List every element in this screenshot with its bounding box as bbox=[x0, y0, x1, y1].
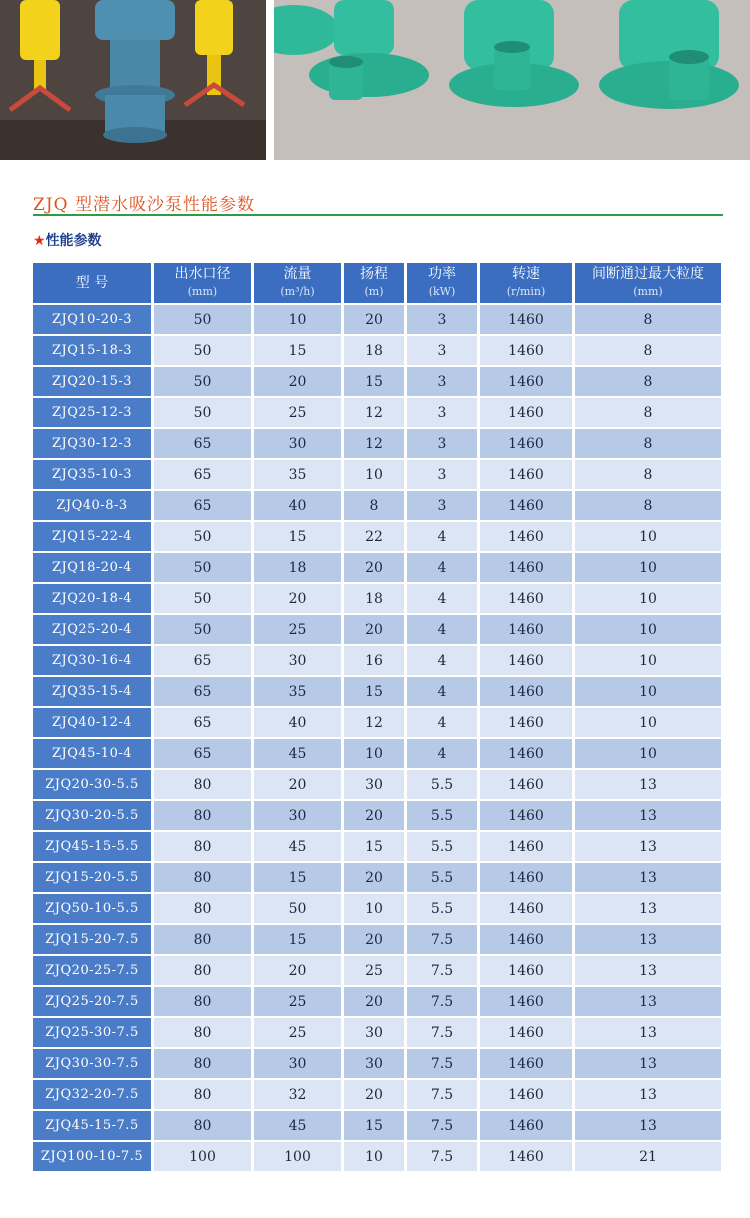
cell-head: 20 bbox=[344, 553, 407, 582]
cell-power: 4 bbox=[407, 615, 480, 644]
table-row bbox=[33, 863, 721, 892]
table-row bbox=[33, 491, 721, 520]
cell-max-particle: 10 bbox=[575, 584, 721, 613]
cell-model: ZJQ45-15-5.5 bbox=[33, 832, 154, 861]
table-row bbox=[33, 305, 721, 334]
cell-model: ZJQ45-15-7.5 bbox=[33, 1111, 154, 1140]
cell-power: 4 bbox=[407, 708, 480, 737]
cell-flow: 32 bbox=[254, 1080, 344, 1109]
sub-title bbox=[33, 230, 102, 250]
table-row bbox=[33, 367, 721, 396]
cell-power: 3 bbox=[407, 367, 480, 396]
section-title-bar bbox=[33, 188, 723, 216]
cell-speed: 1460 bbox=[480, 1018, 575, 1047]
cell-power: 7.5 bbox=[407, 1018, 480, 1047]
header-label: 扬程 bbox=[360, 266, 388, 282]
cell-speed: 1460 bbox=[480, 925, 575, 954]
cell-outlet-diameter: 50 bbox=[154, 615, 254, 644]
table-row bbox=[33, 894, 721, 923]
cell-speed: 1460 bbox=[480, 646, 575, 675]
cell-outlet-diameter: 80 bbox=[154, 894, 254, 923]
cell-power: 7.5 bbox=[407, 1142, 480, 1171]
cell-model: ZJQ30-20-5.5 bbox=[33, 801, 154, 830]
header-max-particle bbox=[575, 263, 721, 303]
cell-model: ZJQ25-20-4 bbox=[33, 615, 154, 644]
cell-model: ZJQ15-20-7.5 bbox=[33, 925, 154, 954]
cell-power: 4 bbox=[407, 522, 480, 551]
cell-flow: 45 bbox=[254, 832, 344, 861]
table-row bbox=[33, 1142, 721, 1171]
cell-power: 5.5 bbox=[407, 863, 480, 892]
cell-model: ZJQ15-18-3 bbox=[33, 336, 154, 365]
pump-illustration-right bbox=[274, 0, 750, 160]
cell-head: 8 bbox=[344, 491, 407, 520]
cell-head: 20 bbox=[344, 1080, 407, 1109]
cell-max-particle: 8 bbox=[575, 367, 721, 396]
cell-outlet-diameter: 50 bbox=[154, 336, 254, 365]
cell-speed: 1460 bbox=[480, 1111, 575, 1140]
cell-model: ZJQ35-10-3 bbox=[33, 460, 154, 489]
cell-power: 3 bbox=[407, 429, 480, 458]
cell-max-particle: 10 bbox=[575, 553, 721, 582]
cell-power: 7.5 bbox=[407, 1111, 480, 1140]
cell-speed: 1460 bbox=[480, 491, 575, 520]
cell-max-particle: 13 bbox=[575, 894, 721, 923]
cell-max-particle: 13 bbox=[575, 863, 721, 892]
cell-flow: 30 bbox=[254, 1049, 344, 1078]
cell-outlet-diameter: 50 bbox=[154, 553, 254, 582]
cell-model: ZJQ100-10-7.5 bbox=[33, 1142, 154, 1171]
cell-model: ZJQ20-30-5.5 bbox=[33, 770, 154, 799]
header-unit: (m) bbox=[364, 285, 384, 298]
cell-flow: 15 bbox=[254, 522, 344, 551]
header-label: 流量 bbox=[283, 266, 312, 282]
cell-outlet-diameter: 100 bbox=[154, 1142, 254, 1171]
cell-max-particle: 8 bbox=[575, 491, 721, 520]
cell-max-particle: 13 bbox=[575, 832, 721, 861]
cell-outlet-diameter: 80 bbox=[154, 863, 254, 892]
cell-outlet-diameter: 50 bbox=[154, 305, 254, 334]
cell-model: ZJQ20-18-4 bbox=[33, 584, 154, 613]
header-label: 型 号 bbox=[75, 274, 109, 291]
cell-outlet-diameter: 80 bbox=[154, 1018, 254, 1047]
cell-flow: 30 bbox=[254, 646, 344, 675]
cell-max-particle: 13 bbox=[575, 956, 721, 985]
cell-flow: 18 bbox=[254, 553, 344, 582]
cell-head: 18 bbox=[344, 336, 407, 365]
table-row bbox=[33, 460, 721, 489]
cell-flow: 25 bbox=[254, 398, 344, 427]
cell-flow: 25 bbox=[254, 615, 344, 644]
cell-speed: 1460 bbox=[480, 1080, 575, 1109]
cell-power: 7.5 bbox=[407, 925, 480, 954]
cell-max-particle: 10 bbox=[575, 739, 721, 768]
cell-outlet-diameter: 65 bbox=[154, 460, 254, 489]
spec-table-body bbox=[33, 305, 721, 1171]
cell-model: ZJQ10-20-3 bbox=[33, 305, 154, 334]
cell-head: 15 bbox=[344, 367, 407, 396]
cell-speed: 1460 bbox=[480, 987, 575, 1016]
cell-outlet-diameter: 80 bbox=[154, 1080, 254, 1109]
header-flow bbox=[254, 263, 344, 303]
cell-flow: 25 bbox=[254, 1018, 344, 1047]
cell-max-particle: 13 bbox=[575, 1049, 721, 1078]
table-row bbox=[33, 987, 721, 1016]
cell-max-particle: 8 bbox=[575, 336, 721, 365]
cell-speed: 1460 bbox=[480, 739, 575, 768]
cell-flow: 40 bbox=[254, 491, 344, 520]
cell-model: ZJQ30-12-3 bbox=[33, 429, 154, 458]
cell-flow: 40 bbox=[254, 708, 344, 737]
cell-outlet-diameter: 50 bbox=[154, 522, 254, 551]
cell-power: 4 bbox=[407, 646, 480, 675]
cell-outlet-diameter: 80 bbox=[154, 832, 254, 861]
header-label: 出水口径 bbox=[174, 266, 231, 282]
header-outlet-diameter bbox=[154, 263, 254, 303]
cell-outlet-diameter: 80 bbox=[154, 1049, 254, 1078]
cell-outlet-diameter: 80 bbox=[154, 770, 254, 799]
cell-speed: 1460 bbox=[480, 367, 575, 396]
cell-speed: 1460 bbox=[480, 894, 575, 923]
table-row bbox=[33, 1018, 721, 1047]
cell-model: ZJQ20-25-7.5 bbox=[33, 956, 154, 985]
table-row bbox=[33, 336, 721, 365]
cell-model: ZJQ20-15-3 bbox=[33, 367, 154, 396]
cell-flow: 30 bbox=[254, 801, 344, 830]
table-row bbox=[33, 801, 721, 830]
cell-head: 12 bbox=[344, 398, 407, 427]
table-row bbox=[33, 646, 721, 675]
cell-flow: 35 bbox=[254, 677, 344, 706]
cell-max-particle: 13 bbox=[575, 1018, 721, 1047]
cell-head: 15 bbox=[344, 832, 407, 861]
cell-speed: 1460 bbox=[480, 336, 575, 365]
cell-speed: 1460 bbox=[480, 832, 575, 861]
cell-flow: 25 bbox=[254, 987, 344, 1016]
header-unit: (m³/h) bbox=[280, 285, 315, 298]
cell-outlet-diameter: 65 bbox=[154, 708, 254, 737]
cell-head: 20 bbox=[344, 615, 407, 644]
cell-speed: 1460 bbox=[480, 801, 575, 830]
cell-model: ZJQ25-30-7.5 bbox=[33, 1018, 154, 1047]
cell-flow: 20 bbox=[254, 584, 344, 613]
header-label: 转速 bbox=[512, 266, 540, 282]
cell-outlet-diameter: 65 bbox=[154, 491, 254, 520]
cell-model: ZJQ25-20-7.5 bbox=[33, 987, 154, 1016]
cell-speed: 1460 bbox=[480, 429, 575, 458]
cell-power: 3 bbox=[407, 491, 480, 520]
pump-photo-right bbox=[274, 0, 750, 160]
cell-max-particle: 13 bbox=[575, 987, 721, 1016]
cell-head: 10 bbox=[344, 460, 407, 489]
table-row bbox=[33, 429, 721, 458]
cell-flow: 15 bbox=[254, 336, 344, 365]
cell-max-particle: 10 bbox=[575, 646, 721, 675]
header-label: 间断通过最大粒度 bbox=[592, 266, 704, 282]
cell-max-particle: 8 bbox=[575, 305, 721, 334]
cell-head: 30 bbox=[344, 770, 407, 799]
table-row bbox=[33, 1080, 721, 1109]
cell-max-particle: 13 bbox=[575, 801, 721, 830]
cell-model: ZJQ45-10-4 bbox=[33, 739, 154, 768]
table-row bbox=[33, 398, 721, 427]
cell-max-particle: 10 bbox=[575, 615, 721, 644]
cell-head: 12 bbox=[344, 429, 407, 458]
cell-head: 10 bbox=[344, 1142, 407, 1171]
cell-flow: 20 bbox=[254, 770, 344, 799]
header-power bbox=[407, 263, 480, 303]
cell-head: 15 bbox=[344, 1111, 407, 1140]
cell-head: 20 bbox=[344, 987, 407, 1016]
cell-speed: 1460 bbox=[480, 553, 575, 582]
cell-model: ZJQ40-12-4 bbox=[33, 708, 154, 737]
table-row bbox=[33, 956, 721, 985]
cell-power: 7.5 bbox=[407, 956, 480, 985]
cell-flow: 45 bbox=[254, 1111, 344, 1140]
cell-head: 20 bbox=[344, 305, 407, 334]
cell-model: ZJQ30-30-7.5 bbox=[33, 1049, 154, 1078]
cell-max-particle: 13 bbox=[575, 1111, 721, 1140]
cell-outlet-diameter: 50 bbox=[154, 584, 254, 613]
cell-speed: 1460 bbox=[480, 460, 575, 489]
table-row bbox=[33, 832, 721, 861]
cell-power: 5.5 bbox=[407, 770, 480, 799]
cell-power: 3 bbox=[407, 460, 480, 489]
cell-power: 4 bbox=[407, 739, 480, 768]
table-row bbox=[33, 739, 721, 768]
product-photos bbox=[0, 0, 750, 160]
cell-head: 10 bbox=[344, 739, 407, 768]
cell-max-particle: 13 bbox=[575, 925, 721, 954]
cell-power: 3 bbox=[407, 398, 480, 427]
star-icon: ★ bbox=[33, 233, 46, 249]
cell-speed: 1460 bbox=[480, 1142, 575, 1171]
cell-model: ZJQ50-10-5.5 bbox=[33, 894, 154, 923]
cell-outlet-diameter: 80 bbox=[154, 1111, 254, 1140]
cell-power: 3 bbox=[407, 305, 480, 334]
cell-model: ZJQ18-20-4 bbox=[33, 553, 154, 582]
cell-power: 4 bbox=[407, 677, 480, 706]
cell-model: ZJQ35-15-4 bbox=[33, 677, 154, 706]
cell-max-particle: 10 bbox=[575, 522, 721, 551]
cell-head: 20 bbox=[344, 863, 407, 892]
cell-max-particle: 13 bbox=[575, 770, 721, 799]
table-row bbox=[33, 522, 721, 551]
cell-flow: 20 bbox=[254, 956, 344, 985]
cell-model: ZJQ32-20-7.5 bbox=[33, 1080, 154, 1109]
cell-speed: 1460 bbox=[480, 770, 575, 799]
cell-speed: 1460 bbox=[480, 677, 575, 706]
cell-outlet-diameter: 65 bbox=[154, 646, 254, 675]
cell-outlet-diameter: 65 bbox=[154, 429, 254, 458]
cell-max-particle: 8 bbox=[575, 429, 721, 458]
cell-head: 10 bbox=[344, 894, 407, 923]
cell-head: 15 bbox=[344, 677, 407, 706]
cell-max-particle: 8 bbox=[575, 460, 721, 489]
cell-model: ZJQ25-12-3 bbox=[33, 398, 154, 427]
cell-flow: 45 bbox=[254, 739, 344, 768]
header-unit: (mm) bbox=[633, 285, 663, 298]
cell-outlet-diameter: 80 bbox=[154, 801, 254, 830]
cell-flow: 15 bbox=[254, 863, 344, 892]
cell-flow: 100 bbox=[254, 1142, 344, 1171]
header-speed bbox=[480, 263, 575, 303]
cell-flow: 20 bbox=[254, 367, 344, 396]
cell-power: 5.5 bbox=[407, 894, 480, 923]
cell-outlet-diameter: 65 bbox=[154, 739, 254, 768]
cell-model: ZJQ15-22-4 bbox=[33, 522, 154, 551]
cell-flow: 15 bbox=[254, 925, 344, 954]
cell-model: ZJQ15-20-5.5 bbox=[33, 863, 154, 892]
table-row bbox=[33, 615, 721, 644]
cell-speed: 1460 bbox=[480, 863, 575, 892]
cell-flow: 50 bbox=[254, 894, 344, 923]
cell-model: ZJQ30-16-4 bbox=[33, 646, 154, 675]
cell-head: 30 bbox=[344, 1049, 407, 1078]
header-unit: (kW) bbox=[428, 285, 456, 298]
table-row bbox=[33, 770, 721, 799]
cell-max-particle: 10 bbox=[575, 708, 721, 737]
cell-flow: 35 bbox=[254, 460, 344, 489]
pump-photo-left bbox=[0, 0, 266, 160]
cell-max-particle: 13 bbox=[575, 1080, 721, 1109]
section-title: ZJQ 型潜水吸沙泵性能参数 bbox=[33, 195, 255, 215]
cell-head: 30 bbox=[344, 1018, 407, 1047]
table-row bbox=[33, 708, 721, 737]
table-row bbox=[33, 677, 721, 706]
cell-speed: 1460 bbox=[480, 1049, 575, 1078]
header-unit: (mm) bbox=[187, 285, 218, 298]
cell-outlet-diameter: 80 bbox=[154, 956, 254, 985]
cell-outlet-diameter: 80 bbox=[154, 987, 254, 1016]
spec-table bbox=[33, 261, 721, 1173]
cell-speed: 1460 bbox=[480, 398, 575, 427]
cell-speed: 1460 bbox=[480, 305, 575, 334]
header-head bbox=[344, 263, 407, 303]
header-label: 功率 bbox=[428, 266, 456, 282]
cell-power: 7.5 bbox=[407, 1049, 480, 1078]
table-row bbox=[33, 553, 721, 582]
cell-power: 5.5 bbox=[407, 801, 480, 830]
cell-outlet-diameter: 80 bbox=[154, 925, 254, 954]
cell-head: 25 bbox=[344, 956, 407, 985]
cell-head: 20 bbox=[344, 925, 407, 954]
cell-max-particle: 8 bbox=[575, 398, 721, 427]
table-row bbox=[33, 1111, 721, 1140]
table-header-row bbox=[33, 263, 721, 303]
cell-outlet-diameter: 50 bbox=[154, 367, 254, 396]
cell-speed: 1460 bbox=[480, 956, 575, 985]
table-row bbox=[33, 584, 721, 613]
table-row bbox=[33, 925, 721, 954]
cell-head: 20 bbox=[344, 801, 407, 830]
cell-head: 12 bbox=[344, 708, 407, 737]
cell-power: 4 bbox=[407, 553, 480, 582]
spec-table-wrapper bbox=[33, 263, 721, 1173]
cell-outlet-diameter: 50 bbox=[154, 398, 254, 427]
cell-head: 18 bbox=[344, 584, 407, 613]
cell-speed: 1460 bbox=[480, 522, 575, 551]
cell-speed: 1460 bbox=[480, 708, 575, 737]
cell-speed: 1460 bbox=[480, 615, 575, 644]
cell-power: 3 bbox=[407, 336, 480, 365]
header-unit: (r/min) bbox=[506, 285, 546, 298]
table-row bbox=[33, 1049, 721, 1078]
cell-flow: 10 bbox=[254, 305, 344, 334]
header-model bbox=[33, 263, 154, 303]
cell-max-particle: 10 bbox=[575, 677, 721, 706]
cell-power: 4 bbox=[407, 584, 480, 613]
cell-head: 16 bbox=[344, 646, 407, 675]
cell-power: 7.5 bbox=[407, 1080, 480, 1109]
cell-outlet-diameter: 65 bbox=[154, 677, 254, 706]
cell-model: ZJQ40-8-3 bbox=[33, 491, 154, 520]
cell-head: 22 bbox=[344, 522, 407, 551]
cell-speed: 1460 bbox=[480, 584, 575, 613]
pump-illustration-left bbox=[0, 0, 266, 160]
sub-title-text: 性能参数 bbox=[45, 233, 102, 249]
cell-max-particle: 21 bbox=[575, 1142, 721, 1171]
cell-power: 7.5 bbox=[407, 987, 480, 1016]
cell-power: 5.5 bbox=[407, 832, 480, 861]
cell-flow: 30 bbox=[254, 429, 344, 458]
